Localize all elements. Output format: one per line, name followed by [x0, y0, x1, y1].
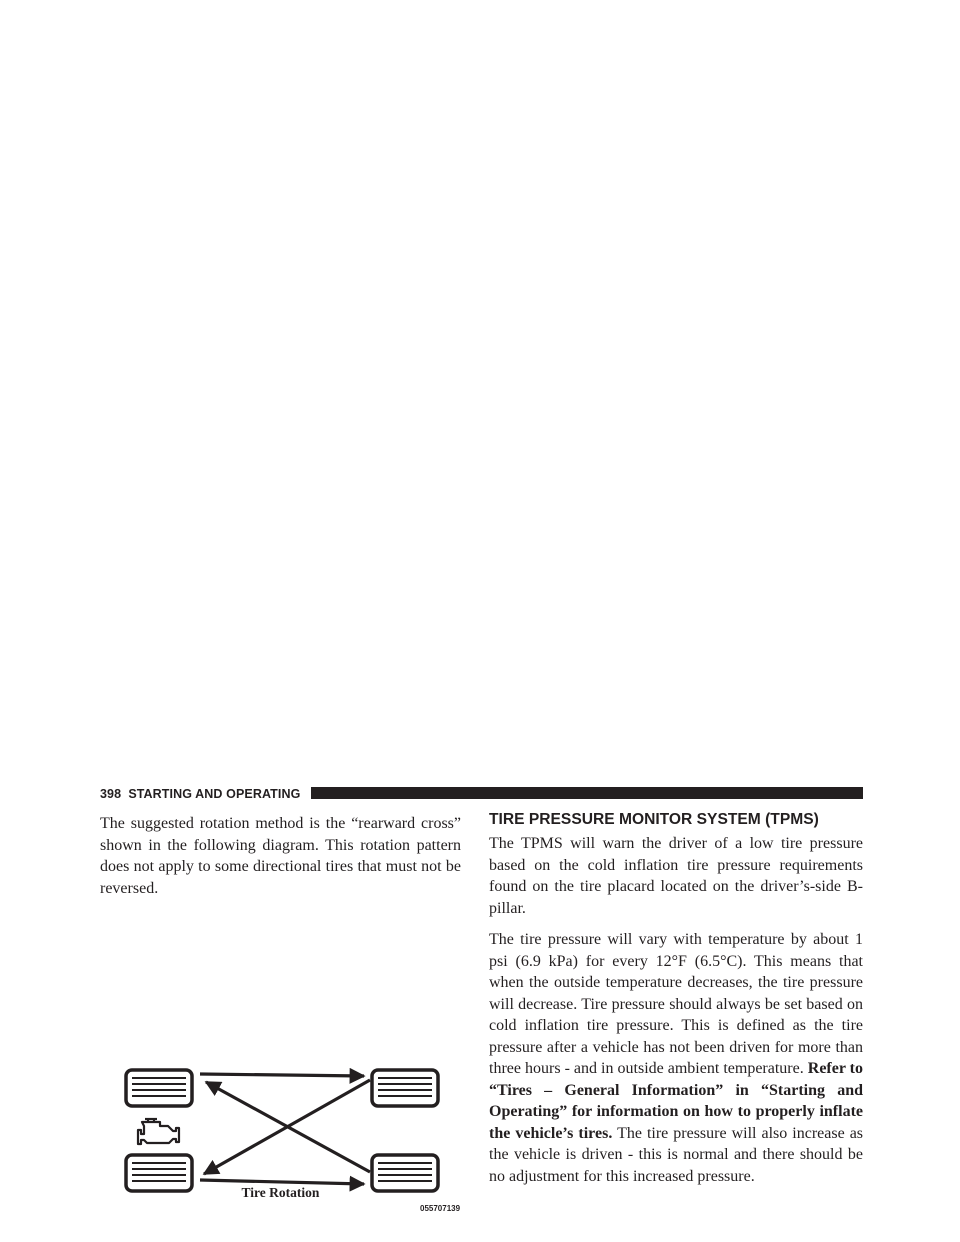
right-column — [489, 813, 863, 1187]
arrow-front-left-to-front-right — [200, 1074, 364, 1076]
header-rule — [311, 787, 863, 799]
engine-icon — [138, 1119, 179, 1144]
page-header-text — [100, 787, 300, 801]
page-header — [100, 785, 863, 805]
tpms-paragraph-2 — [489, 929, 863, 1187]
intro-paragraph: The suggested rotation method is the “rearward cross” shown in the following diagram. This rotation pattern does not apply to some directional tires that must not be reversed. — [100, 815, 461, 897]
tpms-p2-tail: The tire pressure will also increase as the vehicle is driven - this is normal and there should be no adjustment for this increased pressure. — [489, 1124, 864, 1185]
tpms-paragraph-1: The TPMS will warn the driver of a low tire pressure based on the cold inflation tire pressure requirements found on the tire placard located on the driver’s-side B-pillar. — [489, 835, 863, 917]
figure-caption: Tire Rotation — [241, 1185, 320, 1200]
section-title: TIRE PRESSURE MONITOR SYSTEM (TPMS) — [489, 811, 819, 828]
tpms-p2-reference: Refer to “Tires – General Information” in “Starting and Operating” for information on how to properly inflate the vehicle’s tires. — [489, 1060, 864, 1142]
tpms-p2-text: The tire pressure will vary with temperature by about 1 psi (6.9 kPa) for every 12°F (6.5°C). This means that when the outside temperature decreases, the tire pressure will decrease. Tire pressure should always be set based on cold inflation tire pressure. This is defined as the tire pressure after a vehicle has not been driven for more than three hours - and in outside ambient temperature. — [489, 931, 863, 1077]
tire-front-left — [126, 1070, 192, 1106]
rotation-arrows — [200, 1074, 370, 1184]
figure-id: 055707139 — [420, 1204, 461, 1213]
tire-front-right — [372, 1070, 438, 1106]
page-number: 398 — [100, 787, 122, 801]
arrow-rear-left-to-rear-right — [200, 1180, 364, 1184]
section-name: STARTING AND OPERATING — [128, 787, 301, 801]
left-column — [100, 813, 461, 899]
